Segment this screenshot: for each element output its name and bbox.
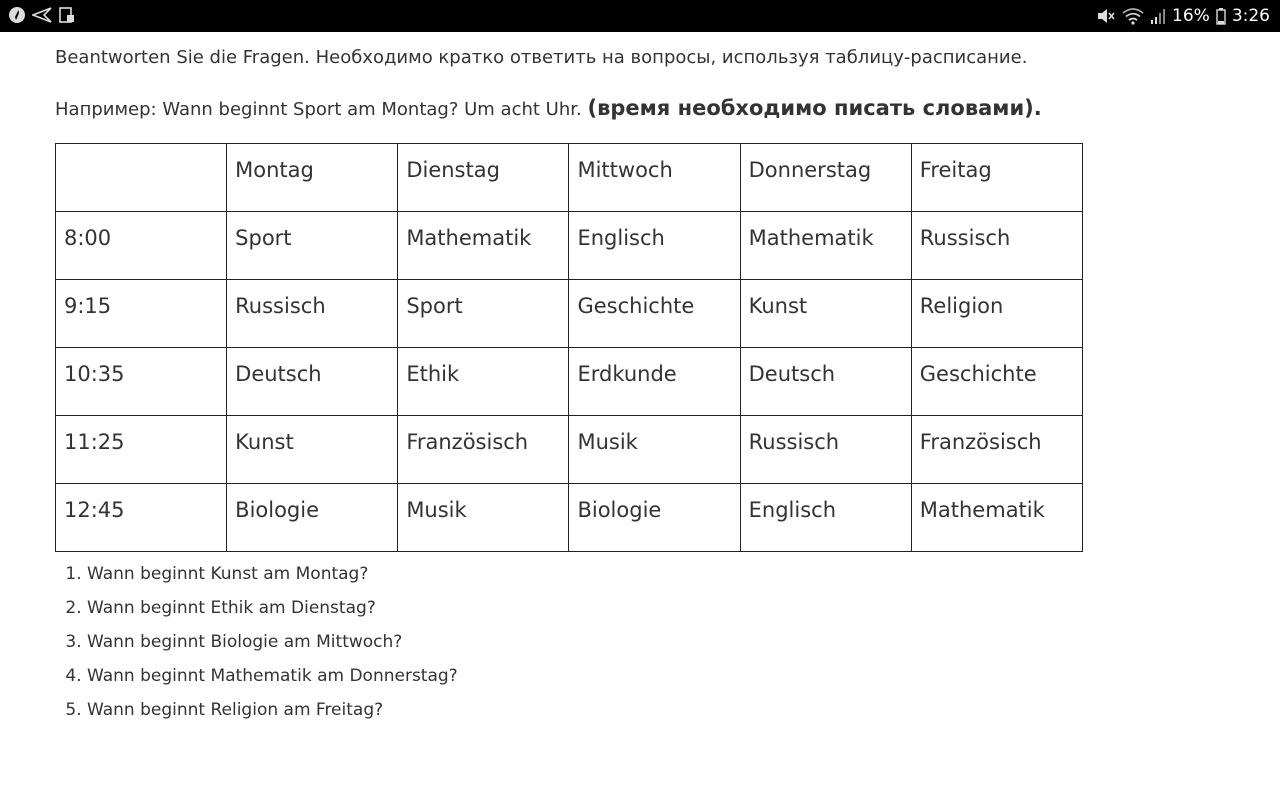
table-cell: Sport	[227, 212, 398, 280]
table-cell: Deutsch	[227, 348, 398, 416]
table-cell: Kunst	[227, 416, 398, 484]
table-row	[56, 212, 1083, 280]
header-cell: Freitag	[911, 144, 1082, 212]
time-cell: 10:35	[56, 348, 227, 416]
compass-icon	[8, 6, 26, 24]
clock: 3:26	[1231, 6, 1270, 26]
example-line	[55, 96, 1042, 120]
mute-icon	[1096, 7, 1116, 25]
table-cell: Biologie	[227, 484, 398, 552]
navigation-arrow-icon	[32, 6, 52, 24]
instructions-text: Beantworten Sie die Fragen. Необходимо кратко ответить на вопросы, используя таблицу-расписание.	[55, 47, 1028, 68]
question-item: 5. Wann beginnt Religion am Freitag?	[87, 698, 458, 732]
table-row	[56, 348, 1083, 416]
header-cell: Montag	[227, 144, 398, 212]
battery-percent: 16%	[1172, 6, 1210, 26]
table-row	[56, 280, 1083, 348]
wifi-icon	[1122, 7, 1144, 25]
table-cell: Französisch	[398, 416, 569, 484]
header-cell	[56, 144, 227, 212]
table-cell: Musik	[569, 416, 740, 484]
table-cell: Sport	[398, 280, 569, 348]
example-note: (время необходимо писать словами).	[587, 96, 1042, 120]
header-cell: Donnerstag	[740, 144, 911, 212]
table-cell: Russisch	[227, 280, 398, 348]
header-cell: Mittwoch	[569, 144, 740, 212]
table-cell: Russisch	[911, 212, 1082, 280]
schedule-table	[55, 143, 1083, 552]
table-cell: Geschichte	[569, 280, 740, 348]
table-cell: Biologie	[569, 484, 740, 552]
status-bar	[0, 0, 1280, 32]
questions-list	[55, 562, 458, 732]
time-cell: 9:15	[56, 280, 227, 348]
question-item: 2. Wann beginnt Ethik am Dienstag?	[87, 596, 458, 630]
battery-icon	[1216, 7, 1226, 25]
question-item: 4. Wann beginnt Mathematik am Donnerstag?	[87, 664, 458, 698]
table-header-row	[56, 144, 1083, 212]
time-cell: 8:00	[56, 212, 227, 280]
table-cell: Geschichte	[911, 348, 1082, 416]
question-item: 3. Wann beginnt Biologie am Mittwoch?	[87, 630, 458, 664]
screenshot-icon	[58, 6, 76, 24]
time-cell: 12:45	[56, 484, 227, 552]
time-cell: 11:25	[56, 416, 227, 484]
question-item: 1. Wann beginnt Kunst am Montag?	[87, 562, 458, 596]
table-cell: Russisch	[740, 416, 911, 484]
status-left	[8, 6, 76, 24]
table-cell: Mathematik	[740, 212, 911, 280]
table-cell: Mathematik	[911, 484, 1082, 552]
status-right	[1096, 0, 1270, 32]
header-cell: Dienstag	[398, 144, 569, 212]
table-cell: Kunst	[740, 280, 911, 348]
table-cell: Erdkunde	[569, 348, 740, 416]
table-cell: Musik	[398, 484, 569, 552]
table-row	[56, 484, 1083, 552]
signal-icon	[1150, 7, 1166, 25]
table-cell: Englisch	[740, 484, 911, 552]
table-row	[56, 416, 1083, 484]
table-cell: Englisch	[569, 212, 740, 280]
table-cell: Mathematik	[398, 212, 569, 280]
table-cell: Ethik	[398, 348, 569, 416]
table-cell: Französisch	[911, 416, 1082, 484]
table-cell: Religion	[911, 280, 1082, 348]
table-cell: Deutsch	[740, 348, 911, 416]
example-text: Например: Wann beginnt Sport am Montag? Um acht Uhr.	[55, 99, 582, 120]
